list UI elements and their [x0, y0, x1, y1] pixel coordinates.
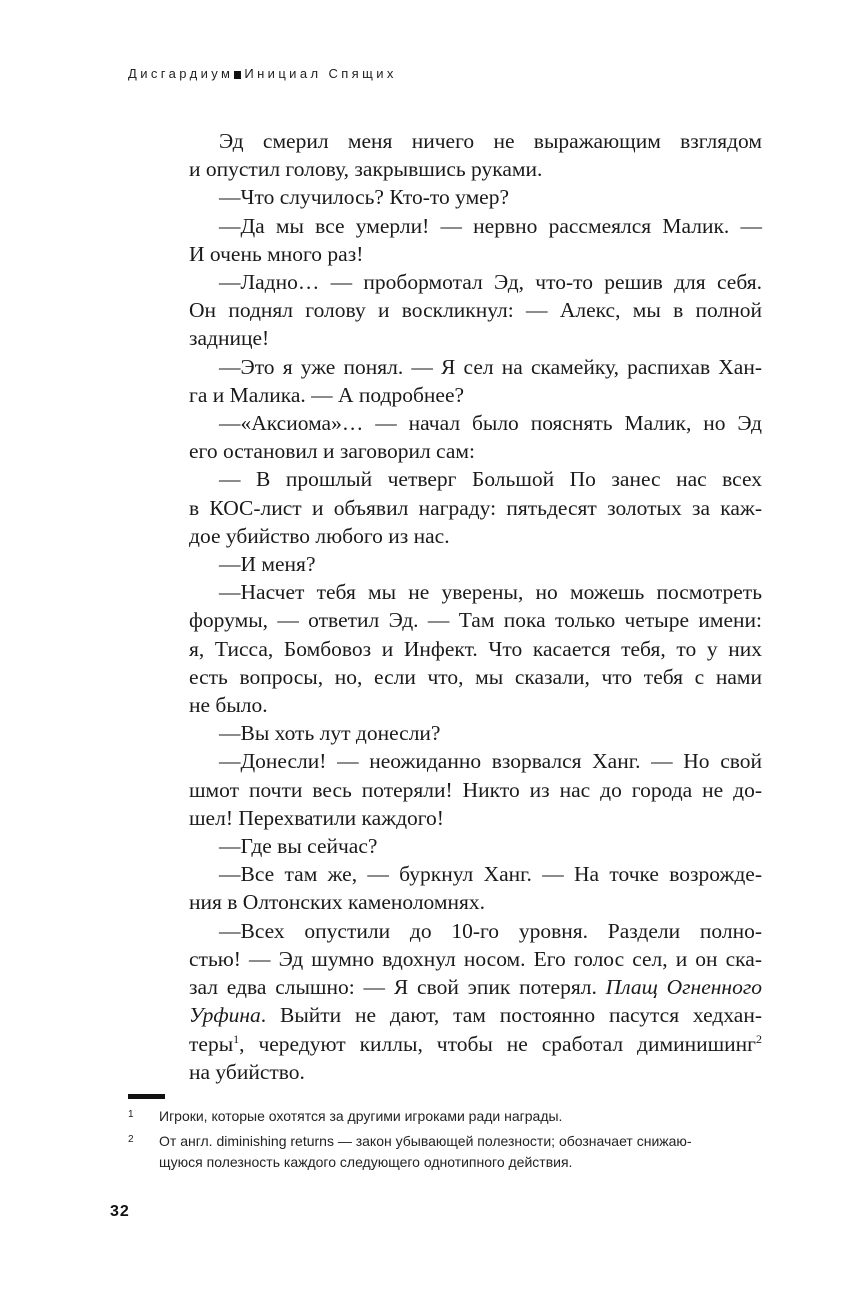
italic-text: Плащ Огненного: [605, 975, 762, 1000]
text-line: шмот почти весь потеряли! Никто из нас до города не до-: [189, 777, 762, 802]
text-line: —Донесли! — неожиданно взорвался Ханг. — Но свой: [219, 749, 762, 774]
footnote-text: Игроки, которые охотятся за другими игроками ради награды.: [159, 1108, 563, 1124]
body-text: [189, 127, 762, 1086]
text-line: Он поднял голову и воскликнул: — Алекс, мы в полной: [189, 298, 762, 323]
text-run: , чередуют киллы, чтобы не сработал диминишинг: [239, 1031, 756, 1056]
text-line: ния в Олтонских каменоломнях.: [189, 890, 486, 915]
footnote-text: От англ. diminishing returns — закон убывающей полезности; обозначает снижаю-: [159, 1133, 692, 1149]
text-line: есть вопросы, но, если что, мы сказали, что тебя с нами: [189, 664, 762, 689]
text-line: я, Тисса, Бомбовоз и Инфект. Что касается тебя, то у них: [189, 636, 762, 661]
text-line: — В прошлый четверг Большой По занес нас всех: [219, 467, 762, 492]
footnote-text: щуюся полезность каждого следующего однотипного действия.: [159, 1154, 573, 1170]
text-line: —Это я уже понял. — Я сел на скамейку, распихав Хан-: [219, 354, 762, 379]
text-line: [189, 1030, 762, 1058]
text-run: . Выйти не дают, там постоянно пасутся хедхан-: [260, 1003, 762, 1028]
book-title: Дисгардиум: [128, 66, 234, 81]
text-line: не было.: [189, 693, 268, 718]
footnote-ref-1[interactable]: 1: [233, 1031, 240, 1046]
footnote-number: 1: [128, 1109, 134, 1120]
text-line: стью! — Эд шумно вдохнул носом. Его голос сел, и он ска-: [189, 946, 762, 971]
text-line: га и Малика. — А подробнее?: [189, 382, 465, 407]
text-run: зал едва слышно: — Я свой эпик потерял.: [189, 975, 597, 1000]
text-line: дое убийство любого из нас.: [189, 523, 450, 548]
text-line: в КОС-лист и объявил награду: пятьдесят золотых за каж-: [189, 495, 762, 520]
text-line: и опустил голову, закрывшись руками.: [189, 157, 543, 182]
text-line: —«Аксиома»… — начал было пояснять Малик, но Эд: [219, 411, 762, 436]
text-line: —Всех опустили до 10-го уровня. Раздели полно-: [219, 918, 762, 943]
text-line: —Что случилось? Кто-то умер?: [219, 185, 510, 210]
text-line: —Где вы сейчас?: [219, 834, 378, 859]
text-line: [189, 973, 762, 1001]
page-number: 32: [110, 1203, 130, 1220]
text-run: теры: [189, 1031, 234, 1056]
text-line: его остановил и заговорил сам:: [189, 439, 475, 464]
footnote-number: 2: [128, 1134, 134, 1145]
text-line: Эд смерил меня ничего не выражающим взглядом: [219, 129, 762, 153]
footnote-1: [128, 1106, 762, 1127]
footnote-ref-2[interactable]: 2: [756, 1031, 762, 1046]
text-line: —Насчет тебя мы не уверены, но можешь посмотреть: [219, 580, 762, 605]
footnote-2: [128, 1131, 762, 1173]
footnotes: [128, 1106, 762, 1177]
text-line: —Ладно… — пробормотал Эд, что-то решив для себя.: [219, 270, 762, 295]
text-line: И очень много раз!: [189, 241, 364, 266]
text-line: —Вы хоть лут донесли?: [219, 721, 441, 746]
italic-text: Урфина: [189, 1003, 261, 1028]
text-line: заднице!: [189, 326, 270, 351]
text-line: —Все там же, — буркнул Ханг. — На точке возрожде-: [219, 862, 762, 887]
separator-square-icon: [234, 71, 241, 79]
text-line: форумы, — ответил Эд. — Там пока только четыре имени:: [189, 608, 762, 633]
text-line: —И меня?: [219, 552, 316, 577]
text-line: —Да мы все умерли! — нервно рассмеялся Малик. —: [219, 213, 762, 238]
running-header: [128, 66, 397, 81]
text-line: [189, 1001, 762, 1029]
chapter-title: Инициал Спящих: [244, 66, 397, 81]
footnote-divider: [128, 1094, 165, 1099]
text-line: шел! Перехватили каждого!: [189, 805, 444, 830]
text-line: на убийство.: [189, 1059, 305, 1084]
